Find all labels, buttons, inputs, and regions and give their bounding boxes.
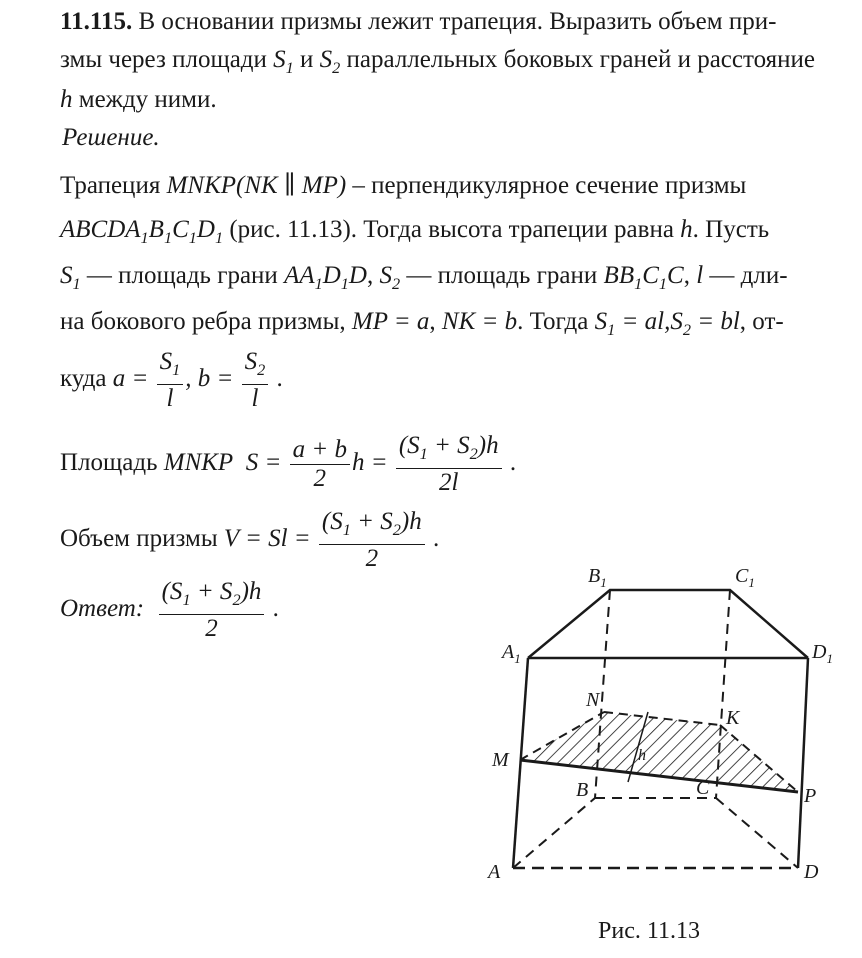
label-d: D — [804, 861, 819, 880]
label-k: K — [726, 707, 740, 729]
label-n: N — [586, 689, 600, 711]
label-a: A — [488, 861, 501, 880]
problem-number: 11.115. — [60, 8, 133, 35]
solution-heading: Решение. — [62, 124, 160, 151]
fraction-s1-over-l: $\frac{S_1}{l}$ — [157, 348, 184, 413]
problem-line-3: h между ними. — [60, 86, 217, 113]
label-c1: $C_1$ — [735, 565, 755, 590]
solution-line-1: Трапеция MNKP(NK ∥ MP) – перпендикулярное сечение призмы — [60, 172, 747, 199]
area-formula: Площадь MNKP S = $\frac{a + b}{2}$ h = $\frac{(S_1 + S_2)h}{2l}$ . — [60, 432, 517, 496]
top-face-edges — [528, 590, 808, 658]
label-h: h — [638, 747, 646, 764]
fraction-s2-over-l: $\frac{S_2}{l}$ — [242, 348, 269, 413]
edge-ab — [513, 798, 595, 868]
solution-line-5: куда a = $\frac{S_1}{l}$ , b = $\frac{S_2}{l}$ . — [60, 348, 283, 412]
solution-line-3: $S_1$ — площадь грани $AA_1D_1D$, $S_2$ — площадь грани $BB_1C_1C$, l — дли- — [60, 262, 788, 293]
fraction-a-plus-b: $\frac{a + b}{2}$ — [290, 436, 350, 493]
label-c: C — [696, 777, 710, 799]
section-hatch — [520, 712, 798, 792]
fraction-area-result: $\frac{(S_1 + S_2)h}{2l}$ — [396, 432, 502, 497]
solution-line-2: $ABCDA_1B_1C_1D_1$ (рис. 11.13). Тогда высота трапеции равна h. Пусть — [60, 216, 770, 247]
edge-dd1 — [798, 658, 808, 868]
fraction-answer: $\frac{(S_1 + S_2)h}{2}$ — [159, 578, 265, 643]
label-m: M — [492, 749, 509, 771]
prism-diagram — [480, 560, 840, 880]
label-a1: $A_1$ — [502, 641, 521, 666]
volume-formula: Объем призмы V = Sl = $\frac{(S_1 + S_2)h}{2}$ . — [60, 508, 440, 572]
edge-aa1 — [513, 658, 528, 868]
label-d1: $D_1$ — [812, 641, 833, 666]
problem-line-1 — [60, 8, 776, 36]
problem-line-2: змы через площади $S_1$ и $S_2$ параллельных боковых граней и расстояние — [60, 46, 815, 77]
label-b: B — [576, 779, 589, 801]
problem-text-1: В основании призмы лежит трапеция. Выразить объем при- — [138, 8, 777, 35]
label-p: P — [804, 785, 817, 807]
solution-line-4: на бокового ребра призмы, MP = a, NK = b. Тогда $S_1 = al,S_2$ = bl, от- — [60, 308, 784, 339]
prism-figure — [480, 560, 840, 880]
fraction-volume: $\frac{(S_1 + S_2)h}{2}$ — [319, 508, 425, 573]
figure-caption: Рис. 11.13 — [598, 918, 700, 944]
label-b1: $B_1$ — [588, 565, 607, 590]
answer-label: Ответ: — [60, 595, 145, 623]
edge-cd — [716, 798, 798, 868]
answer-line: Ответ: $\frac{(S_1 + S_2)h}{2}$ . — [60, 578, 279, 642]
